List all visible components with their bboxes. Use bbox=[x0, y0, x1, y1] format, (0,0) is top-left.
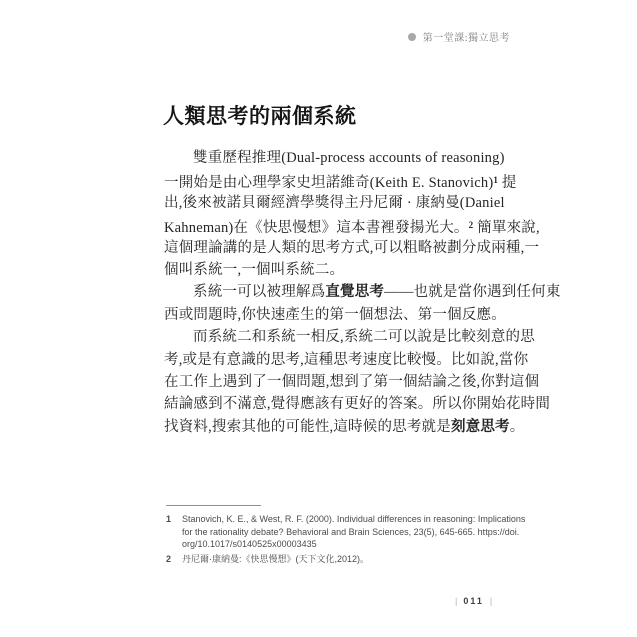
page-title: 人類思考的兩個系統 bbox=[163, 105, 357, 128]
text-segment: 雙重歷程推理(Dual-process accounts of reasoning) bbox=[193, 150, 505, 166]
text-segment: ——也就是當你遇到任何東 bbox=[384, 284, 561, 301]
body-text-block bbox=[164, 147, 561, 438]
footnote-number: 1 bbox=[166, 514, 172, 524]
footnote-divider bbox=[166, 505, 261, 506]
body-text-line bbox=[164, 349, 529, 371]
body-text-line bbox=[164, 169, 517, 192]
text-segment: 而系統二和系統一相反,系統二可以說是比較刻意的思 bbox=[193, 329, 535, 346]
body-text-line bbox=[164, 304, 509, 326]
page-number bbox=[455, 596, 492, 606]
running-header bbox=[408, 29, 510, 44]
running-header-label: 第一堂課:獨立思考 bbox=[422, 33, 510, 44]
footnote-text-line: Stanovich, K. E., & West, R. F. (2000). Individual differences in reasoning: Implications bbox=[182, 514, 526, 524]
text-segment: 這個理論講的是人類的思考方式,可以粗略被劃分成兩種,一 bbox=[164, 239, 540, 256]
text-segment: 找資料,搜索其他的可能性,這時候的思考就是 bbox=[164, 418, 451, 435]
text-segment: 西或問題時,你快速產生的第一個想法、第一個反應。 bbox=[164, 306, 506, 323]
footnote-text bbox=[182, 553, 369, 566]
circle-bullet-icon bbox=[408, 33, 416, 41]
text-segment: 結論感到不滿意,覺得應該有更好的答案。所以你開始花時間 bbox=[164, 396, 551, 413]
emphasized-term: 刻意思考 bbox=[450, 418, 510, 435]
footnote-number: 2 bbox=[166, 553, 172, 564]
body-text-line bbox=[164, 259, 509, 281]
footnote bbox=[166, 513, 526, 551]
body-text-line bbox=[164, 192, 509, 214]
body-text-line bbox=[164, 281, 561, 303]
page-number-value: 011 bbox=[463, 596, 484, 606]
text-segment: 簡單來說, bbox=[473, 220, 540, 237]
footnote bbox=[166, 553, 516, 566]
text-segment: Kahneman)在《快思慢想》這本書裡發揚光大。 bbox=[164, 220, 469, 237]
footnote-text bbox=[182, 513, 525, 551]
text-segment: 考,或是有意識的思考,這種思考速度比較慢。比如說,當你 bbox=[164, 351, 529, 368]
text-segment: 系統一可以被理解爲 bbox=[193, 284, 326, 301]
text-segment: 。 bbox=[509, 418, 525, 435]
text-segment: 一開始是由心理學家史坦諾維奇(Keith E. Stanovich) bbox=[164, 175, 494, 192]
body-text-line bbox=[164, 393, 551, 415]
footnote-reference-marker: 2 bbox=[468, 220, 474, 231]
footnote-text-line: 丹尼爾·康納曼:《快思慢想》(天下文化,2012)。 bbox=[182, 553, 370, 564]
emphasized-term: 直覺思考 bbox=[325, 284, 385, 301]
text-segment: 出,後來被諾貝爾經濟學獎得主丹尼爾 · 康納曼(Daniel bbox=[164, 194, 505, 211]
footnote-text-line: org/10.1017/s0140525x00003435 bbox=[182, 539, 317, 550]
text-segment: 提 bbox=[498, 175, 517, 192]
body-text-line bbox=[164, 237, 540, 259]
page-number-left-bar: | bbox=[455, 596, 458, 606]
body-text-line bbox=[164, 147, 509, 169]
body-text-line bbox=[164, 214, 540, 237]
page-number-right-bar: | bbox=[489, 596, 493, 606]
body-text-line bbox=[164, 371, 540, 393]
body-text-line bbox=[164, 326, 535, 348]
footnote-reference-marker: 1 bbox=[493, 175, 499, 186]
text-segment: 個叫系統一,一個叫系統二。 bbox=[164, 261, 345, 278]
footnote-text-line: for the rationality debate? Behavioral and Brain Sciences, 23(5), 645-665. https://doi. bbox=[182, 526, 520, 537]
text-segment: 在工作上遇到了一個問題,想到了第一個結論之後,你對這個 bbox=[164, 373, 540, 390]
footnotes-block bbox=[166, 513, 526, 567]
body-text-line bbox=[164, 416, 525, 438]
